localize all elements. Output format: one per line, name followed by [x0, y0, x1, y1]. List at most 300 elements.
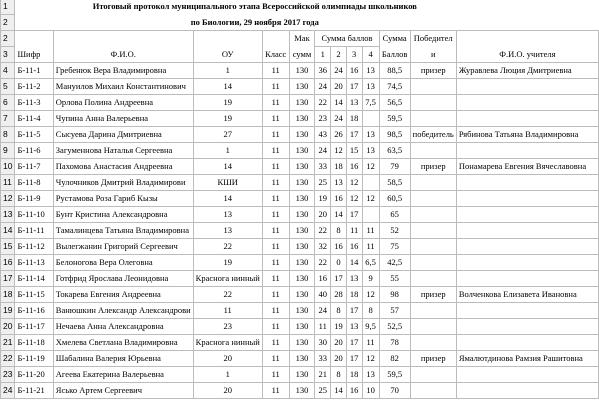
cell-part-3[interactable]: 15 — [346, 143, 362, 159]
cell-total[interactable]: 98,5 — [379, 127, 410, 143]
cell-total[interactable]: 52,5 — [379, 319, 410, 335]
cell-total[interactable]: 52 — [379, 223, 410, 239]
row-header[interactable]: 13 — [1, 207, 15, 223]
cell-class[interactable]: 11 — [262, 271, 289, 287]
cell-max[interactable]: 130 — [289, 159, 315, 175]
cell-part-2[interactable]: 19 — [331, 319, 347, 335]
cell-part-3[interactable]: 13 — [346, 271, 362, 287]
cell-status[interactable] — [410, 319, 456, 335]
cell-code[interactable]: Б-11-6 — [15, 143, 53, 159]
cell-part-4[interactable]: 13 — [362, 143, 379, 159]
row-header[interactable]: 11 — [1, 175, 15, 191]
cell-status[interactable] — [410, 383, 456, 399]
cell-ou[interactable]: 14 — [193, 79, 262, 95]
cell-status[interactable]: призер — [410, 159, 456, 175]
cell-code[interactable]: Б-11-1 — [15, 63, 53, 79]
header-ou[interactable]: ОУ — [193, 47, 262, 63]
cell-total[interactable]: 57 — [379, 303, 410, 319]
cell-part-1[interactable]: 33 — [315, 159, 331, 175]
cell-part-1[interactable]: 33 — [315, 351, 331, 367]
cell-part-2[interactable]: 20 — [331, 335, 347, 351]
cell-part-4[interactable]: 12 — [362, 159, 379, 175]
cell-teacher[interactable] — [456, 303, 598, 319]
cell-class[interactable]: 11 — [262, 367, 289, 383]
cell-teacher[interactable] — [456, 239, 598, 255]
cell-fio[interactable]: Сысуева Дарина Дмитриевна — [53, 127, 193, 143]
cell-max[interactable]: 130 — [289, 191, 315, 207]
cell-fio[interactable]: Ванюшкин Александр Александрови — [53, 303, 193, 319]
row-header[interactable]: 22 — [1, 351, 15, 367]
cell-part-1[interactable]: 19 — [315, 191, 331, 207]
cell-status[interactable]: призер — [410, 63, 456, 79]
cell-status[interactable] — [410, 367, 456, 383]
cell-part-1[interactable]: 30 — [315, 335, 331, 351]
row-header[interactable]: 9 — [1, 143, 15, 159]
cell-part-4[interactable]: 6,5 — [362, 255, 379, 271]
header-total-line1[interactable]: Сумма — [379, 31, 410, 47]
cell-teacher[interactable] — [456, 175, 598, 191]
row-header[interactable]: 23 — [1, 367, 15, 383]
cell-part-1[interactable]: 11 — [315, 319, 331, 335]
row-header[interactable]: 6 — [1, 95, 15, 111]
header-part-3[interactable]: 3 — [346, 47, 362, 63]
cell-ou[interactable]: Краснога нинный — [193, 271, 262, 287]
cell-fio[interactable]: Рустамова Роза Гариб Кызы — [53, 191, 193, 207]
cell-max[interactable]: 130 — [289, 175, 315, 191]
cell-status[interactable] — [410, 191, 456, 207]
row-header[interactable]: 14 — [1, 223, 15, 239]
row-header[interactable]: 24 — [1, 383, 15, 399]
header-max-line1[interactable]: Мак — [289, 31, 315, 47]
table-row — [1, 223, 599, 239]
cell-teacher[interactable] — [456, 335, 598, 351]
row-header[interactable]: 17 — [1, 271, 15, 287]
cell-class[interactable]: 11 — [262, 175, 289, 191]
cell-ou[interactable]: 22 — [193, 239, 262, 255]
cell-code[interactable]: Б-11-11 — [15, 223, 53, 239]
cell-part-3[interactable]: 17 — [346, 351, 362, 367]
cell-fio[interactable]: Готфрид Ярослава Леонидовна — [53, 271, 193, 287]
cell-part-3[interactable]: 17 — [346, 335, 362, 351]
cell-status[interactable]: призер — [410, 287, 456, 303]
cell-total[interactable]: 88,5 — [379, 63, 410, 79]
cell-total[interactable]: 56,5 — [379, 95, 410, 111]
cell-total[interactable]: 58,5 — [379, 175, 410, 191]
cell-max[interactable]: 130 — [289, 335, 315, 351]
cell-teacher[interactable] — [456, 143, 598, 159]
cell-ou[interactable]: 22 — [193, 287, 262, 303]
cell-part-1[interactable]: 24 — [315, 303, 331, 319]
cell-part-2[interactable]: 12 — [331, 143, 347, 159]
row-header[interactable]: 7 — [1, 111, 15, 127]
cell-status[interactable] — [410, 79, 456, 95]
cell-max[interactable]: 130 — [289, 287, 315, 303]
cell-part-4[interactable]: 11 — [362, 239, 379, 255]
row-header[interactable]: 15 — [1, 239, 15, 255]
cell-fio[interactable]: Ясько Артем Сергеевич — [53, 383, 193, 399]
cell-part-2[interactable]: 14 — [331, 95, 347, 111]
cell-max[interactable]: 130 — [289, 143, 315, 159]
cell-total[interactable]: 78 — [379, 335, 410, 351]
cell-part-1[interactable]: 24 — [315, 143, 331, 159]
cell-part-3[interactable]: 18 — [346, 367, 362, 383]
cell-status[interactable] — [410, 335, 456, 351]
cell-part-2[interactable]: 20 — [331, 351, 347, 367]
cell-fio[interactable]: Пахомова Анастасия Андреевна — [53, 159, 193, 175]
cell-total[interactable]: 79 — [379, 159, 410, 175]
header-winner-line1[interactable]: Победител — [410, 31, 456, 47]
cell-code[interactable]: Б-11-3 — [15, 95, 53, 111]
cell-part-3[interactable]: 14 — [346, 255, 362, 271]
cell-part-3[interactable]: 18 — [346, 287, 362, 303]
row-header[interactable]: 4 — [1, 63, 15, 79]
header-winner-line2[interactable]: и — [410, 47, 456, 63]
page-subtitle[interactable]: по Биологии, 29 ноября 2017 года — [190, 16, 319, 27]
header-max-line2[interactable]: сумм — [289, 47, 315, 63]
cell-class[interactable]: 11 — [262, 63, 289, 79]
cell-total[interactable]: 63,5 — [379, 143, 410, 159]
cell-part-1[interactable]: 32 — [315, 239, 331, 255]
cell-part-3[interactable]: 17 — [346, 207, 362, 223]
cell-code[interactable]: Б-11-20 — [15, 367, 53, 383]
cell-part-1[interactable]: 21 — [315, 367, 331, 383]
cell-part-4[interactable] — [362, 175, 379, 191]
cell-part-3[interactable]: 16 — [346, 63, 362, 79]
cell-part-2[interactable]: 18 — [331, 159, 347, 175]
row-header[interactable]: 21 — [1, 335, 15, 351]
cell-max[interactable]: 130 — [289, 111, 315, 127]
cell-status[interactable] — [410, 271, 456, 287]
cell-part-2[interactable]: 13 — [331, 175, 347, 191]
cell-class[interactable]: 11 — [262, 95, 289, 111]
cell-teacher[interactable] — [456, 79, 598, 95]
cell-class[interactable]: 11 — [262, 383, 289, 399]
cell-ou[interactable]: 1 — [193, 63, 262, 79]
cell-total[interactable]: 98 — [379, 287, 410, 303]
page-title[interactable]: Итоговый протокол муниципального этапа Всероссийской олимпиады школьников — [92, 1, 417, 11]
cell-part-2[interactable]: 28 — [331, 287, 347, 303]
cell-part-2[interactable]: 24 — [331, 111, 347, 127]
cell-part-1[interactable]: 23 — [315, 111, 331, 127]
cell-ou[interactable]: 1 — [193, 143, 262, 159]
header-code[interactable]: Шифр — [15, 47, 53, 63]
cell-part-2[interactable]: 14 — [331, 383, 347, 399]
cell-total[interactable]: 75 — [379, 239, 410, 255]
cell-max[interactable]: 130 — [289, 351, 315, 367]
cell-part-4[interactable]: 12 — [362, 287, 379, 303]
header-row-top — [1, 31, 599, 47]
cell-part-2[interactable]: 17 — [331, 271, 347, 287]
cell-code[interactable]: Б-11-4 — [15, 111, 53, 127]
cell-class[interactable]: 11 — [262, 287, 289, 303]
cell-class[interactable]: 11 — [262, 255, 289, 271]
cell-code[interactable]: Б-11-7 — [15, 159, 53, 175]
cell-part-2[interactable]: 20 — [331, 79, 347, 95]
cell-part-3[interactable]: 13 — [346, 319, 362, 335]
cell-part-4[interactable]: 11 — [362, 335, 379, 351]
row-1 — [1, 0, 599, 15]
cell-total[interactable]: 59,5 — [379, 367, 410, 383]
cell-status[interactable]: победитель — [410, 127, 456, 143]
cell-ou[interactable]: 19 — [193, 111, 262, 127]
cell-max[interactable]: 130 — [289, 367, 315, 383]
cell-ou[interactable]: 11 — [193, 303, 262, 319]
cell-class[interactable]: 11 — [262, 351, 289, 367]
cell-part-3[interactable]: 16 — [346, 239, 362, 255]
cell-teacher[interactable] — [456, 223, 598, 239]
cell-part-4[interactable]: 13 — [362, 63, 379, 79]
cell-class[interactable]: 11 — [262, 127, 289, 143]
cell-class[interactable]: 11 — [262, 159, 289, 175]
cell-class[interactable]: 11 — [262, 143, 289, 159]
cell-teacher[interactable] — [456, 95, 598, 111]
row-header[interactable]: 19 — [1, 303, 15, 319]
cell-total[interactable]: 65 — [379, 207, 410, 223]
cell-fio[interactable]: Загуменнова Наталья Сергеевна — [53, 143, 193, 159]
cell-status[interactable] — [410, 95, 456, 111]
cell-code[interactable]: Б-11-9 — [15, 191, 53, 207]
cell-ou[interactable]: 23 — [193, 319, 262, 335]
cell-code[interactable]: Б-11-13 — [15, 255, 53, 271]
header-part-4[interactable]: 4 — [362, 47, 379, 63]
cell-max[interactable]: 130 — [289, 239, 315, 255]
cell-ou[interactable]: 1 — [193, 367, 262, 383]
cell-part-4[interactable]: 13 — [362, 127, 379, 143]
cell-teacher[interactable] — [456, 271, 598, 287]
row-header[interactable]: 5 — [1, 79, 15, 95]
cell-part-1[interactable]: 43 — [315, 127, 331, 143]
cell-total[interactable]: 55 — [379, 271, 410, 287]
cell-class[interactable]: 11 — [262, 207, 289, 223]
cell-max[interactable]: 130 — [289, 63, 315, 79]
header-total-line2[interactable]: Баллов — [379, 47, 410, 63]
cell-fio[interactable]: Чулочников Дмитрий Владимирови — [53, 175, 193, 191]
cell-part-2[interactable]: 26 — [331, 127, 347, 143]
cell-status[interactable] — [410, 239, 456, 255]
cell-code[interactable]: Б-11-19 — [15, 351, 53, 367]
cell-status[interactable] — [410, 175, 456, 191]
cell-teacher[interactable]: Волченкова Елизавета Ивановна — [456, 287, 598, 303]
row-header-1[interactable]: 1 — [1, 0, 15, 15]
cell-teacher[interactable]: Журавлева Люция Дмитриевна — [456, 63, 598, 79]
cell-code[interactable]: Б-11-18 — [15, 335, 53, 351]
cell-part-4[interactable]: 11 — [362, 223, 379, 239]
cell-fio[interactable]: Вылегжанин Григорий Сергеевич — [53, 239, 193, 255]
cell-part-4[interactable]: 10 — [362, 383, 379, 399]
cell-part-1[interactable]: 24 — [315, 79, 331, 95]
cell-ou[interactable]: КШИ — [193, 175, 262, 191]
cell-code[interactable]: Б-11-12 — [15, 239, 53, 255]
cell-ou[interactable]: 20 — [193, 351, 262, 367]
cell-part-3[interactable]: 11 — [346, 223, 362, 239]
cell-total[interactable]: 70 — [379, 383, 410, 399]
cell-max[interactable]: 130 — [289, 79, 315, 95]
cell-code[interactable]: Б-11-17 — [15, 319, 53, 335]
header-part-1[interactable]: 1 — [315, 47, 331, 63]
cell-teacher[interactable] — [456, 319, 598, 335]
cell-part-1[interactable]: 36 — [315, 63, 331, 79]
cell-class[interactable]: 11 — [262, 191, 289, 207]
cell-ou[interactable]: 19 — [193, 255, 262, 271]
cell-part-3[interactable]: 16 — [346, 383, 362, 399]
cell-max[interactable]: 130 — [289, 319, 315, 335]
cell-status[interactable] — [410, 143, 456, 159]
cell-status[interactable] — [410, 255, 456, 271]
cell-class[interactable]: 11 — [262, 335, 289, 351]
cell-ou[interactable]: 19 — [193, 95, 262, 111]
cell-part-1[interactable]: 40 — [315, 287, 331, 303]
cell-code[interactable]: Б-11-8 — [15, 175, 53, 191]
header-teacher[interactable]: Ф.И.О. учителя — [456, 47, 598, 63]
cell-total[interactable]: 59,5 — [379, 111, 410, 127]
cell-part-4[interactable]: 7,5 — [362, 95, 379, 111]
cell-max[interactable]: 130 — [289, 383, 315, 399]
cell-teacher[interactable] — [456, 383, 598, 399]
cell-part-4[interactable]: 12 — [362, 191, 379, 207]
cell-class[interactable]: 11 — [262, 79, 289, 95]
cell-part-1[interactable]: 22 — [315, 223, 331, 239]
cell-total[interactable]: 82 — [379, 351, 410, 367]
cell-status[interactable]: призер — [410, 351, 456, 367]
cell-part-1[interactable]: 22 — [315, 255, 331, 271]
cell-fio[interactable]: Мануилов Михаил Константинович — [53, 79, 193, 95]
row-header[interactable]: 12 — [1, 191, 15, 207]
row-header-3[interactable]: 3 — [1, 47, 15, 63]
row-header-3a[interactable]: 2 — [1, 31, 15, 47]
cell-teacher[interactable] — [456, 255, 598, 271]
cell-part-1[interactable]: 16 — [315, 271, 331, 287]
cell-ou[interactable]: 13 — [193, 207, 262, 223]
cell-fio[interactable]: Токарева Евгения Андреевна — [53, 287, 193, 303]
cell-fio[interactable]: Бунт Кристина Александровна — [53, 207, 193, 223]
cell-code[interactable]: Б-11-21 — [15, 383, 53, 399]
cell-teacher[interactable] — [456, 367, 598, 383]
row-header-2[interactable]: 2 — [1, 15, 15, 31]
cell-part-4[interactable]: 12 — [362, 351, 379, 367]
cell-status[interactable] — [410, 303, 456, 319]
cell-part-2[interactable]: 14 — [331, 207, 347, 223]
table-row — [1, 159, 599, 175]
cell-ou[interactable]: 27 — [193, 127, 262, 143]
cell-total[interactable]: 74,5 — [379, 79, 410, 95]
cell-teacher[interactable]: Рябинова Татьяна Владимировна — [456, 127, 598, 143]
cell-part-2[interactable]: 8 — [331, 303, 347, 319]
cell-part-2[interactable]: 24 — [331, 63, 347, 79]
cell-status[interactable] — [410, 223, 456, 239]
cell-part-1[interactable]: 25 — [315, 175, 331, 191]
cell-status[interactable] — [410, 111, 456, 127]
row-header[interactable]: 10 — [1, 159, 15, 175]
cell-part-2[interactable]: 8 — [331, 367, 347, 383]
cell-part-1[interactable]: 20 — [315, 207, 331, 223]
cell-part-3[interactable]: 17 — [346, 303, 362, 319]
cell-part-4[interactable]: 9,5 — [362, 319, 379, 335]
cell-ou[interactable]: 13 — [193, 223, 262, 239]
cell-teacher[interactable] — [456, 207, 598, 223]
row-header[interactable]: 20 — [1, 319, 15, 335]
cell-part-4[interactable]: 9 — [362, 271, 379, 287]
cell-max[interactable]: 130 — [289, 127, 315, 143]
cell-max[interactable]: 130 — [289, 255, 315, 271]
cell-fio[interactable]: Шабалина Валерия Юрьевна — [53, 351, 193, 367]
cell-max[interactable]: 130 — [289, 271, 315, 287]
cell-code[interactable]: Б-11-16 — [15, 303, 53, 319]
row-header[interactable]: 8 — [1, 127, 15, 143]
cell-part-3[interactable]: 13 — [346, 95, 362, 111]
cell-part-3[interactable]: 12 — [346, 191, 362, 207]
cell-teacher[interactable] — [456, 111, 598, 127]
cell-fio[interactable]: Тамалинцева Татьяна Владимировна — [53, 223, 193, 239]
row-header[interactable]: 16 — [1, 255, 15, 271]
cell-total[interactable]: 42,5 — [379, 255, 410, 271]
cell-max[interactable]: 130 — [289, 303, 315, 319]
cell-part-1[interactable]: 22 — [315, 95, 331, 111]
cell-ou[interactable]: 14 — [193, 159, 262, 175]
cell-fio[interactable]: Белоногова Вера Олеговна — [53, 255, 193, 271]
cell-class[interactable]: 11 — [262, 239, 289, 255]
cell-part-2[interactable]: 8 — [331, 223, 347, 239]
cell-status[interactable] — [410, 207, 456, 223]
header-fio[interactable]: Ф.И.О. — [53, 47, 193, 63]
cell-fio[interactable]: Чупина Анна Валерьевна — [53, 111, 193, 127]
cell-fio[interactable]: Орлова Полина Андреевна — [53, 95, 193, 111]
cell-part-3[interactable]: 17 — [346, 79, 362, 95]
cell-fio[interactable]: Агеева Екатерина Валерьевна — [53, 367, 193, 383]
cell-code[interactable]: Б-11-5 — [15, 127, 53, 143]
header-sum-scores[interactable]: Сумма баллов — [315, 31, 379, 47]
cell-teacher[interactable]: Понамарева Евгения Вячеславовна — [456, 159, 598, 175]
cell-fio[interactable]: Хмелева Светлана Владимировна — [53, 335, 193, 351]
row-header[interactable]: 18 — [1, 287, 15, 303]
cell-max[interactable]: 130 — [289, 223, 315, 239]
cell-max[interactable]: 130 — [289, 95, 315, 111]
cell-code[interactable]: Б-11-10 — [15, 207, 53, 223]
cell-part-3[interactable]: 17 — [346, 127, 362, 143]
cell-class[interactable]: 11 — [262, 319, 289, 335]
cell-part-1[interactable]: 25 — [315, 383, 331, 399]
cell-teacher[interactable]: Ямалютдинова Рамзия Рашитовна — [456, 351, 598, 367]
cell-class[interactable]: 11 — [262, 303, 289, 319]
cell-teacher[interactable] — [456, 191, 598, 207]
cell-ou[interactable]: Краснога нинный — [193, 335, 262, 351]
cell-code[interactable]: Б-11-14 — [15, 271, 53, 287]
cell-fio[interactable]: Гребенюк Вера Владимировна — [53, 63, 193, 79]
table-row — [1, 271, 599, 287]
cell-part-4[interactable]: 13 — [362, 79, 379, 95]
cell-class[interactable]: 11 — [262, 223, 289, 239]
cell-code[interactable]: Б-11-2 — [15, 79, 53, 95]
cell-part-4[interactable] — [362, 111, 379, 127]
cell-max[interactable]: 130 — [289, 207, 315, 223]
header-class[interactable]: Класс — [262, 47, 289, 63]
cell-total[interactable]: 60,5 — [379, 191, 410, 207]
cell-part-2[interactable]: 16 — [331, 191, 347, 207]
cell-part-2[interactable]: 0 — [331, 255, 347, 271]
cell-part-3[interactable]: 18 — [346, 111, 362, 127]
cell-part-4[interactable]: 13 — [362, 367, 379, 383]
cell-part-3[interactable]: 16 — [346, 159, 362, 175]
cell-class[interactable]: 11 — [262, 111, 289, 127]
header-part-2[interactable]: 2 — [331, 47, 347, 63]
cell-fio[interactable]: Нечаева Анна Александровна — [53, 319, 193, 335]
cell-part-4[interactable]: 8 — [362, 303, 379, 319]
cell-part-2[interactable]: 16 — [331, 239, 347, 255]
cell-part-3[interactable]: 12 — [346, 175, 362, 191]
cell-part-4[interactable] — [362, 207, 379, 223]
cell-ou[interactable]: 20 — [193, 383, 262, 399]
cell-ou[interactable]: 14 — [193, 191, 262, 207]
cell-code[interactable]: Б-11-15 — [15, 287, 53, 303]
